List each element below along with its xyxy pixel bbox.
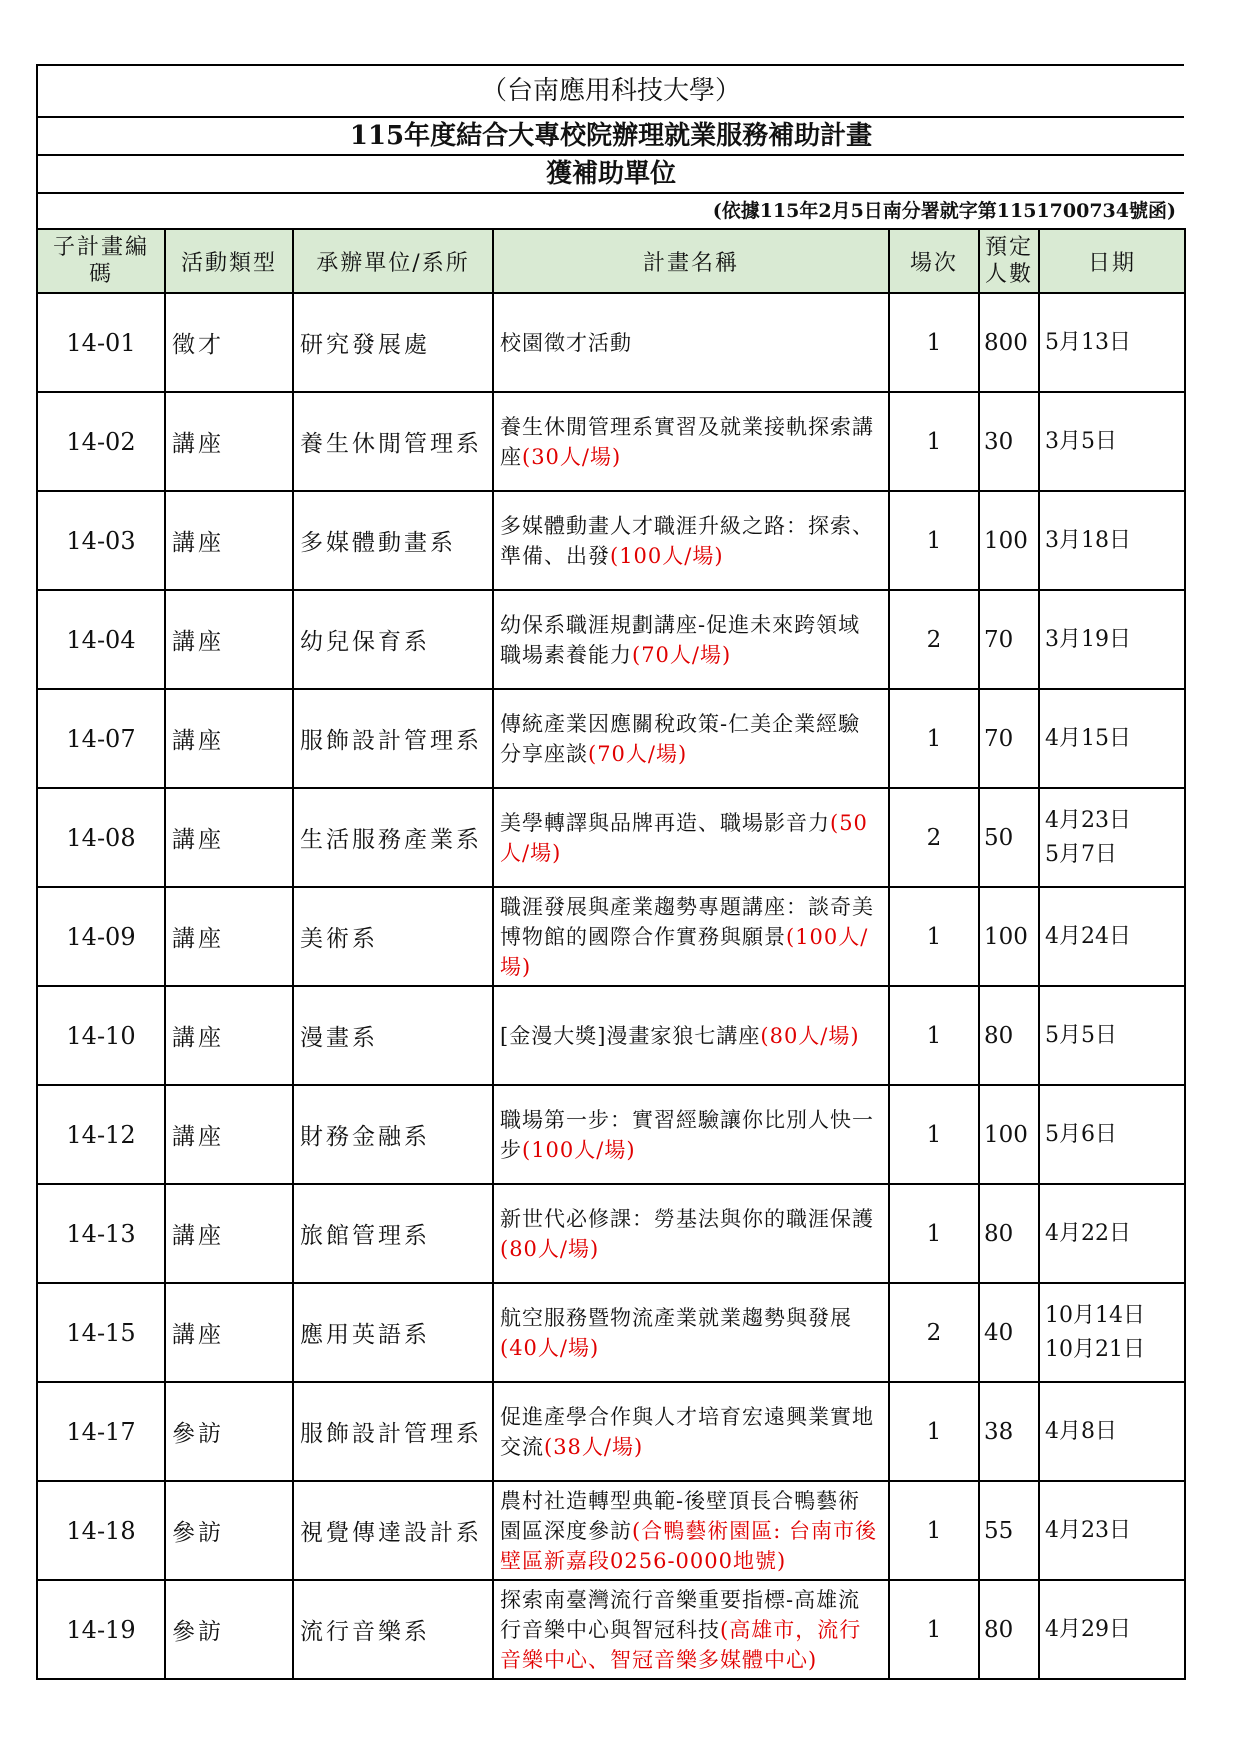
date-primary: 3月18日 <box>1045 527 1131 553</box>
date-primary: 4月15日 <box>1045 725 1131 751</box>
row-activity-type: 徵才 <box>165 293 293 392</box>
row-sessions: 1 <box>889 1085 979 1184</box>
row-plan-name <box>493 590 889 689</box>
subsidy-table <box>36 228 1186 1680</box>
plan-note: (100人/場) <box>500 924 869 979</box>
table-row <box>37 1481 1185 1580</box>
plan-note: (70人/場) <box>588 741 688 766</box>
table-row <box>37 1580 1185 1679</box>
row-date <box>1039 1085 1185 1184</box>
row-code: 14-09 <box>37 887 165 986</box>
row-expected-people: 38 <box>979 1382 1039 1481</box>
row-activity-type: 講座 <box>165 986 293 1085</box>
row-activity-type: 講座 <box>165 590 293 689</box>
plan-title: 職涯發展與產業趨勢專題講座：談奇美博物館的國際合作實務與願景 <box>500 894 874 949</box>
plan-note: (50人/場) <box>500 810 868 865</box>
date-primary: 5月6日 <box>1045 1121 1117 1147</box>
col-header-name: 計畫名稱 <box>493 229 889 293</box>
row-expected-people: 800 <box>979 293 1039 392</box>
row-date <box>1039 491 1185 590</box>
table-row <box>37 491 1185 590</box>
row-activity-type: 參訪 <box>165 1382 293 1481</box>
row-code: 14-04 <box>37 590 165 689</box>
row-expected-people: 80 <box>979 1580 1039 1679</box>
row-plan-name <box>493 788 889 887</box>
table-row <box>37 1382 1185 1481</box>
plan-title: 多媒體動畫人才職涯升級之路：探索、準備、出發 <box>500 513 874 568</box>
row-date <box>1039 1184 1185 1283</box>
row-organizer: 服飾設計管理系 <box>293 1382 493 1481</box>
plan-note: (合鴨藝術園區: 台南市後壁區新嘉段0256-0000地號) <box>500 1518 877 1573</box>
plan-title: 職場第一步：實習經驗讓你比別人快一步 <box>500 1107 874 1162</box>
date-secondary: 5月7日 <box>1045 841 1117 867</box>
row-code: 14-07 <box>37 689 165 788</box>
plan-title: 農村社造轉型典範-後壁頂長合鴨藝術園區深度參訪 <box>500 1488 861 1543</box>
row-plan-name <box>493 491 889 590</box>
row-sessions: 1 <box>889 293 979 392</box>
row-code: 14-17 <box>37 1382 165 1481</box>
row-expected-people: 70 <box>979 689 1039 788</box>
row-organizer: 視覺傳達設計系 <box>293 1481 493 1580</box>
row-sessions: 1 <box>889 1382 979 1481</box>
table-row <box>37 1283 1185 1382</box>
table-row <box>37 293 1185 392</box>
plan-title: 航空服務暨物流產業就業趨勢與發展 <box>500 1305 852 1330</box>
row-organizer: 美術系 <box>293 887 493 986</box>
row-organizer: 養生休閒管理系 <box>293 392 493 491</box>
row-code: 14-15 <box>37 1283 165 1382</box>
row-activity-type: 參訪 <box>165 1481 293 1580</box>
date-secondary: 10月21日 <box>1045 1336 1145 1362</box>
row-organizer: 研究發展處 <box>293 293 493 392</box>
date-primary: 10月14日 <box>1045 1302 1145 1328</box>
col-header-sessions: 場次 <box>889 229 979 293</box>
plan-note: (80人/場) <box>760 1023 860 1048</box>
row-date <box>1039 1283 1185 1382</box>
document-title: 115年度結合大專校院辦理就業服務補助計畫 <box>36 116 1184 154</box>
table-row <box>37 887 1185 986</box>
row-plan-name <box>493 1283 889 1382</box>
row-plan-name <box>493 1481 889 1580</box>
plan-note: (高雄市，流行音樂中心、智冠音樂多媒體中心) <box>500 1617 862 1672</box>
row-date <box>1039 590 1185 689</box>
row-sessions: 1 <box>889 887 979 986</box>
table-row <box>37 392 1185 491</box>
row-date <box>1039 689 1185 788</box>
row-activity-type: 講座 <box>165 491 293 590</box>
row-sessions: 2 <box>889 1283 979 1382</box>
table-row <box>37 1184 1185 1283</box>
row-expected-people: 30 <box>979 392 1039 491</box>
row-date <box>1039 1580 1185 1679</box>
row-organizer: 漫畫系 <box>293 986 493 1085</box>
row-code: 14-01 <box>37 293 165 392</box>
row-date <box>1039 986 1185 1085</box>
plan-title: 校園徵才活動 <box>500 330 632 355</box>
reference-note: (依據115年2月5日南分署就字第1151700734號函) <box>36 192 1184 228</box>
col-header-type: 活動類型 <box>165 229 293 293</box>
row-expected-people: 50 <box>979 788 1039 887</box>
col-header-code: 子計畫編 碼 <box>37 229 165 293</box>
plan-title: 養生休閒管理系實習及就業接軌探索講座 <box>500 414 874 469</box>
table-row <box>37 590 1185 689</box>
col-header-people: 預定 人數 <box>979 229 1039 293</box>
date-primary: 4月29日 <box>1045 1616 1131 1642</box>
row-code: 14-18 <box>37 1481 165 1580</box>
row-expected-people: 80 <box>979 1184 1039 1283</box>
row-plan-name <box>493 1382 889 1481</box>
plan-note: (30人/場) <box>522 444 622 469</box>
plan-note: (80人/場) <box>500 1236 600 1261</box>
row-expected-people: 55 <box>979 1481 1039 1580</box>
plan-title: 傳統產業因應關稅政策-仁美企業經驗分享座談 <box>500 711 861 766</box>
plan-title: 促進產學合作與人才培育宏遠興業實地交流 <box>500 1404 874 1459</box>
plan-title: 美學轉譯與品牌再造、職場影音力 <box>500 810 830 835</box>
row-plan-name <box>493 887 889 986</box>
row-organizer: 旅館管理系 <box>293 1184 493 1283</box>
row-organizer: 服飾設計管理系 <box>293 689 493 788</box>
row-organizer: 應用英語系 <box>293 1283 493 1382</box>
table-row <box>37 689 1185 788</box>
row-sessions: 2 <box>889 590 979 689</box>
row-date <box>1039 392 1185 491</box>
table-row <box>37 986 1185 1085</box>
plan-note: (40人/場) <box>500 1335 600 1360</box>
date-primary: 3月19日 <box>1045 626 1131 652</box>
row-activity-type: 講座 <box>165 788 293 887</box>
row-organizer: 財務金融系 <box>293 1085 493 1184</box>
row-code: 14-03 <box>37 491 165 590</box>
row-code: 14-10 <box>37 986 165 1085</box>
plan-note: (70人/場) <box>632 642 732 667</box>
row-code: 14-19 <box>37 1580 165 1679</box>
row-activity-type: 講座 <box>165 1184 293 1283</box>
row-organizer: 生活服務產業系 <box>293 788 493 887</box>
row-expected-people: 100 <box>979 491 1039 590</box>
row-sessions: 1 <box>889 689 979 788</box>
row-expected-people: 100 <box>979 1085 1039 1184</box>
row-activity-type: 講座 <box>165 1283 293 1382</box>
date-primary: 4月8日 <box>1045 1418 1117 1444</box>
row-plan-name <box>493 986 889 1085</box>
row-code: 14-02 <box>37 392 165 491</box>
row-expected-people: 100 <box>979 887 1039 986</box>
row-activity-type: 講座 <box>165 689 293 788</box>
row-code: 14-08 <box>37 788 165 887</box>
row-sessions: 1 <box>889 1580 979 1679</box>
row-sessions: 1 <box>889 392 979 491</box>
row-sessions: 1 <box>889 1481 979 1580</box>
table-header-row <box>37 229 1185 293</box>
row-organizer: 幼兒保育系 <box>293 590 493 689</box>
date-primary: 4月23日 <box>1045 807 1131 833</box>
row-date <box>1039 1382 1185 1481</box>
document-frame <box>36 64 1184 1680</box>
row-plan-name <box>493 293 889 392</box>
plan-title: 新世代必修課：勞基法與你的職涯保護 <box>500 1206 874 1231</box>
plan-title: 幼保系職涯規劃講座-促進未來跨領域職場素養能力 <box>500 612 861 667</box>
date-primary: 5月5日 <box>1045 1022 1117 1048</box>
date-primary: 4月23日 <box>1045 1517 1131 1543</box>
row-plan-name <box>493 392 889 491</box>
school-name: （台南應用科技大學） <box>36 64 1184 116</box>
row-date <box>1039 887 1185 986</box>
plan-note: (100人/場) <box>522 1137 636 1162</box>
plan-note: (100人/場) <box>610 543 724 568</box>
row-code: 14-13 <box>37 1184 165 1283</box>
row-date <box>1039 1481 1185 1580</box>
row-plan-name <box>493 1184 889 1283</box>
date-primary: 5月13日 <box>1045 329 1131 355</box>
plan-title: 探索南臺灣流行音樂重要指標-高雄流行音樂中心與智冠科技 <box>500 1587 861 1642</box>
row-activity-type: 講座 <box>165 1085 293 1184</box>
document-subtitle: 獲補助單位 <box>36 154 1184 192</box>
row-expected-people: 40 <box>979 1283 1039 1382</box>
table-row <box>37 788 1185 887</box>
row-activity-type: 講座 <box>165 392 293 491</box>
row-expected-people: 70 <box>979 590 1039 689</box>
row-organizer: 多媒體動畫系 <box>293 491 493 590</box>
plan-title: [金漫大獎]漫畫家狼七講座 <box>500 1023 761 1048</box>
date-primary: 4月24日 <box>1045 923 1131 949</box>
col-header-date: 日期 <box>1039 229 1185 293</box>
plan-note: (38人/場) <box>544 1434 644 1459</box>
row-date <box>1039 788 1185 887</box>
row-activity-type: 參訪 <box>165 1580 293 1679</box>
table-row <box>37 1085 1185 1184</box>
row-plan-name <box>493 1580 889 1679</box>
row-activity-type: 講座 <box>165 887 293 986</box>
col-header-unit: 承辦單位/系所 <box>293 229 493 293</box>
row-sessions: 1 <box>889 491 979 590</box>
date-primary: 4月22日 <box>1045 1220 1131 1246</box>
row-code: 14-12 <box>37 1085 165 1184</box>
date-primary: 3月5日 <box>1045 428 1117 454</box>
row-plan-name <box>493 1085 889 1184</box>
row-expected-people: 80 <box>979 986 1039 1085</box>
row-plan-name <box>493 689 889 788</box>
row-sessions: 2 <box>889 788 979 887</box>
row-organizer: 流行音樂系 <box>293 1580 493 1679</box>
row-date <box>1039 293 1185 392</box>
row-sessions: 1 <box>889 986 979 1085</box>
row-sessions: 1 <box>889 1184 979 1283</box>
